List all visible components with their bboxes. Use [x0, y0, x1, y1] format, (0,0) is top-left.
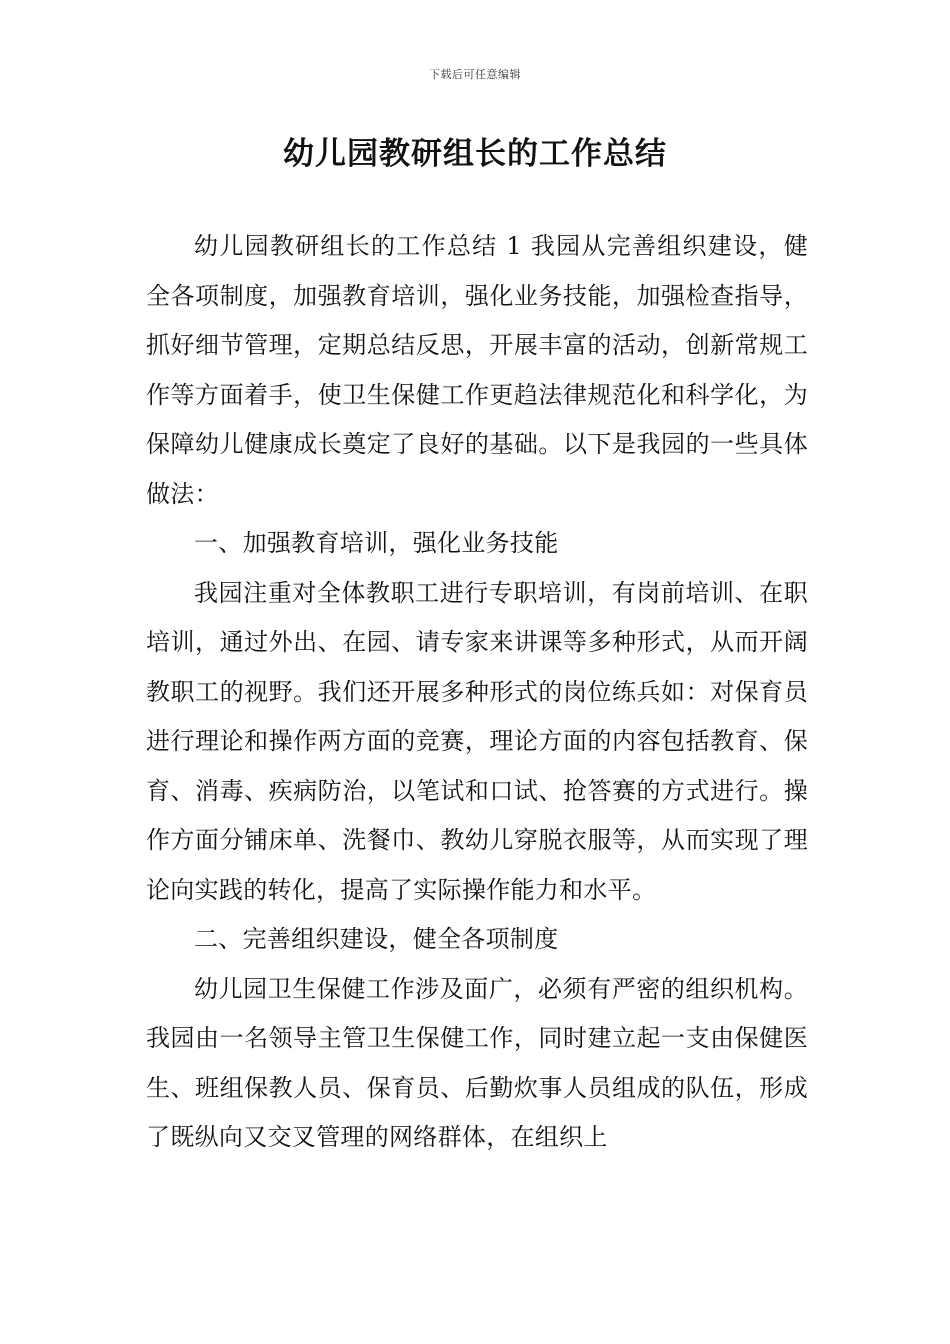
- document-title: 幼儿园教研组长的工作总结: [283, 136, 667, 172]
- paragraph-training: 我园注重对全体教职工进行专职培训，有岗前培训、在职培训，通过外出、在园、请专家来讲课等多种形式，从而开阔教职工的视野。我们还开展多种形式的岗位练兵如：对保育员进行理论和操作两方面的竞赛，理论方面的内容包括教育、保育、消毒、疾病防治，以笔试和口试、抢答赛的方式进行。操作方面分铺床单、洗餐巾、教幼儿穿脱衣服等，从而实现了理论向实践的转化，提高了实际操作能力和水平。: [146, 578, 808, 904]
- paragraph-organization: 幼儿园卫生保健工作涉及面广，必须有严密的组织机构。我园由一名领导主管卫生保健工作，同时建立起一支由保健医生、班组保教人员、保育员、后勤炊事人员组成的队伍，形成了既纵向又交叉管理的网络群体，在组织上: [146, 974, 808, 1151]
- section-heading-2: 二、完善组织建设，健全各项制度: [194, 925, 559, 953]
- header-note: 下载后可任意编辑: [429, 68, 521, 81]
- section-heading-1: 一、加强教育培训，强化业务技能: [194, 529, 559, 557]
- paragraph-intro: 幼儿园教研组长的工作总结 1 我园从完善组织建设，健全各项制度，加强教育培训，强化业务技能，加强检查指导，抓好细节管理，定期总结反思，开展丰富的活动，创新常规工作等方面着手，使卫生保健工作更趋法律规范化和科学化，为保障幼儿健康成长奠定了良好的基础。以下是我园的一些具体做法：: [146, 232, 808, 508]
- document-body: [146, 222, 808, 1163]
